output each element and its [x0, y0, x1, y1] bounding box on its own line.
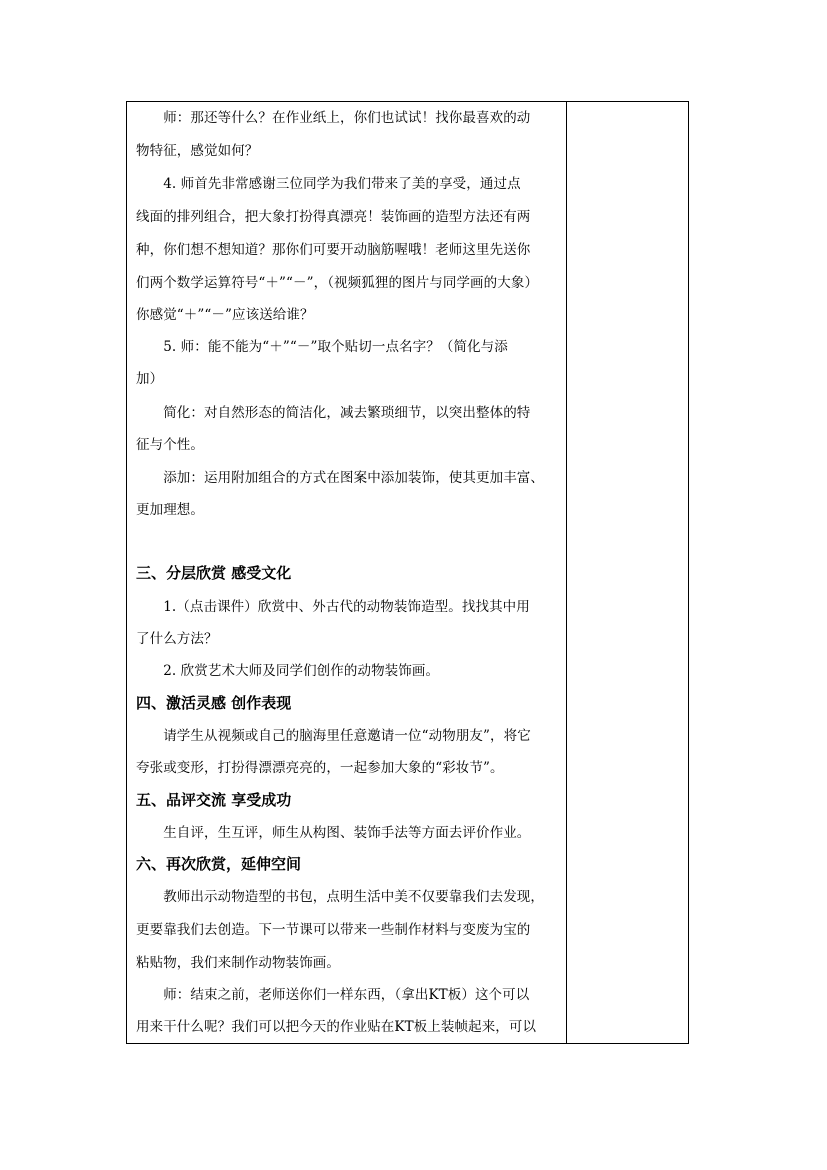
paragraph-line: 夸张或变形，打扮得漂漂亮亮的，一起参加大象的“彩妆节”。	[136, 760, 504, 776]
paragraph-line: 4. 师首先非常感谢三位同学为我们带来了美的享受，通过点	[136, 176, 521, 192]
paragraph-line: 粘贴物，我们来制作动物装饰画。	[136, 955, 340, 971]
paragraph-line: 物特征，感觉如何？	[136, 143, 259, 159]
paragraph-line: 添加：运用附加组合的方式在图案中添加装饰，使其更加丰富、	[136, 470, 544, 486]
table-column-divider	[566, 102, 567, 1043]
paragraph-line: 征与个性。	[136, 437, 204, 453]
paragraph-line: 1.（点击课件）欣赏中、外古代的动物装饰造型。找找其中用	[136, 599, 530, 615]
paragraph-line: 5. 师：能不能为“＋”“－”取个贴切一点名字？（简化与添	[136, 339, 508, 355]
paragraph-line: 种，你们想不想知道？那你们可要开动脑筋喔哦！老师这里先送你	[136, 242, 531, 258]
paragraph-line: 师：那还等什么？在作业纸上，你们也试试！找你最喜欢的动	[136, 110, 531, 126]
paragraph-line: 生自评，生互评，师生从构图、装饰手法等方面去评价作业。	[136, 825, 531, 841]
paragraph-line: 你感觉“＋”“－”应该送给谁？	[136, 307, 314, 323]
paragraph-line: 教师出示动物造型的书包，点明生活中美不仅要靠我们去发现，	[136, 889, 544, 905]
paragraph-line: 了什么方法？	[136, 631, 218, 647]
paragraph-line: 加）	[136, 371, 164, 387]
paragraph-line: 们两个数学运算符号“＋”“－”，（视频狐狸的图片与同学画的大象）	[136, 275, 539, 291]
section-heading: 六、再次欣赏，延伸空间	[136, 855, 302, 873]
paragraph-line: 用来干什么呢？我们可以把今天的作业贴在KT板上装帧起来，可以	[136, 1019, 537, 1035]
lesson-plan-table	[126, 101, 689, 1044]
paragraph-line: 线面的排列组合，把大象打扮得真漂亮！装饰画的造型方法还有两	[136, 209, 531, 225]
paragraph-line: 更加理想。	[136, 502, 204, 518]
section-heading: 三、分层欣赏 感受文化	[136, 564, 292, 582]
paragraph-line: 更要靠我们去创造。下一节课可以带来一些制作材料与变废为宝的	[136, 922, 531, 938]
section-heading: 五、品评交流 享受成功	[136, 791, 292, 809]
paragraph-line: 请学生从视频或自己的脑海里任意邀请一位“动物朋友”，将它	[136, 728, 531, 744]
section-heading: 四、激活灵感 创作表现	[136, 694, 292, 712]
paragraph-line: 师：结束之前，老师送你们一样东西，（拿出KT板）这个可以	[136, 987, 530, 1003]
paragraph-line: 2. 欣赏艺术大师及同学们创作的动物装饰画。	[136, 663, 440, 679]
paragraph-line: 简化：对自然形态的简洁化，减去繁琐细节，以突出整体的特	[136, 405, 531, 421]
